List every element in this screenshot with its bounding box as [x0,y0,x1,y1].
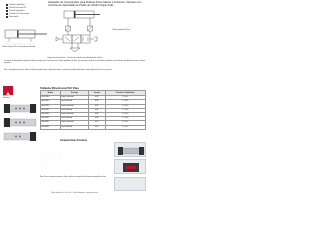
table-row: B5x0-3MPC Duplo Solenoide G3/8" 1,5 a 8,0 [41,117,146,121]
list-item: Frequência máxima: 10 Hz [40,158,58,160]
characteristics-title: Características Técnicas [60,140,87,142]
page-footer: Parker Hannifin Ind. e Com. Ltda. - Divisão Automação - www.parker.com.br [51,193,98,194]
cylinder-illustration [3,22,51,46]
note-text: Nota: Para o acionamento manual, utilize o botão de emergência localizado no operador da válvula. [40,177,107,178]
checkbox-icon [6,4,8,6]
table-row: B5x0-1MPC Duplo Solenoide G1/8" 1,5 a 8,0 [41,100,146,104]
product-image-2 [114,159,146,174]
column-header: Pressão de Trabalho (bar) [105,91,146,96]
list-item: Temperatura de trabalho: -10 a 50 °C [40,146,64,148]
brand-name: PARKER [3,95,9,97]
legend-item: Válvula Reguladora [6,10,44,13]
list-item: Tolerância de tensão: ±10% [40,151,58,153]
table-row: B5x0-2MPC Duplo Solenoide G1/4" 1,5 a 8,0 [41,108,146,112]
checkbox-icon [6,16,8,18]
page-title: Aplicação de Composições para Práticas Pneumáticas e Ambiente: Valvulas com Controle de Velocidade de Pistão de Cilindro Duplo Ação [48,1,142,7]
characteristics-list [40,144,112,163]
body-paragraph-2: Para a montagem do circuito, utilize as válvulas listadas abaixo, verificando sempre a pressão de trabalho indicada em cada modelo antes de iniciar a prática. [4,70,113,71]
valve-image-2 [3,116,37,128]
legend-item: Unidade de Conservação [6,13,44,16]
table-row: B5x0-1MPn Simples Solenoide G1/8" 2,5 a 8,0 [41,96,146,100]
list-item: Montagem: individual ou em manifold [40,160,64,162]
column-header: Descrição [60,91,88,96]
figure-caption: Esquema pneumático - Circuito de controle de velocidade do cilindro [47,57,103,59]
column-header: Modelo [41,91,61,96]
legend-item: Fonte de Ar [6,16,44,19]
valve-image-1 [3,102,37,114]
table-row: B5x0-4MPn Simples Solenoide G1/2" 2,5 a 8,0 [41,121,146,125]
figure-label-left: Válvula direcional 5/2 vias acionada por solenoide [2,47,36,48]
document-page [0,0,149,198]
checkbox-icon [6,7,8,9]
list-item: Grau de proteção: IP65 [40,155,55,157]
pneumatic-schematic [48,8,112,54]
valve-block-icon [115,143,147,158]
product-image-3 [114,177,146,191]
brand-logo [3,86,13,95]
legend-item: Cilindro Duplo Ação [6,4,44,7]
list-item: Potência: 2,5 W (DC) / 4,5 VA (AC) [40,153,63,155]
solenoid-icon [115,160,147,175]
section-title: Válvula Direcional 5/2 Vias [40,86,79,90]
list-item: Fluido: ar comprimido filtrado, lubrificado ou não [40,144,71,145]
table-row: B5x0-2MPn Simples Solenoide G1/4" 2,5 a 8,0 [41,104,146,108]
valve-table [40,90,146,130]
figure-label-right: Válvula reguladora de fluxo [112,30,131,31]
brand-tagline: Automação [3,97,11,99]
list-item: Tensão da bobina: 24 VDC / 110 VAC / 220 VAC [40,148,71,150]
checkbox-icon [6,10,8,12]
product-image-1 [114,142,146,157]
valve-image-3 [3,130,37,142]
body-paragraph-1: O controle de velocidade do pistão de cilindro de dupla ação é feito através da válvula reguladora de fluxo, que restringe a saída de ar do cilindro permitindo o ajuste fino da velocidade de avanço e retorno do pistão. [4,61,145,65]
column-header: Conexão [89,91,105,96]
table-row: B5x0-3MPn Simples Solenoide G3/8" 2,5 a 8,0 [41,112,146,116]
checkbox-icon [6,13,8,15]
table-row: B5x0-4MPC Duplo Solenoide G1/2" 1,5 a 8,0 [41,125,146,129]
component-legend [6,4,44,18]
legend-item: Válvula Direcional 5/2 [6,7,44,10]
